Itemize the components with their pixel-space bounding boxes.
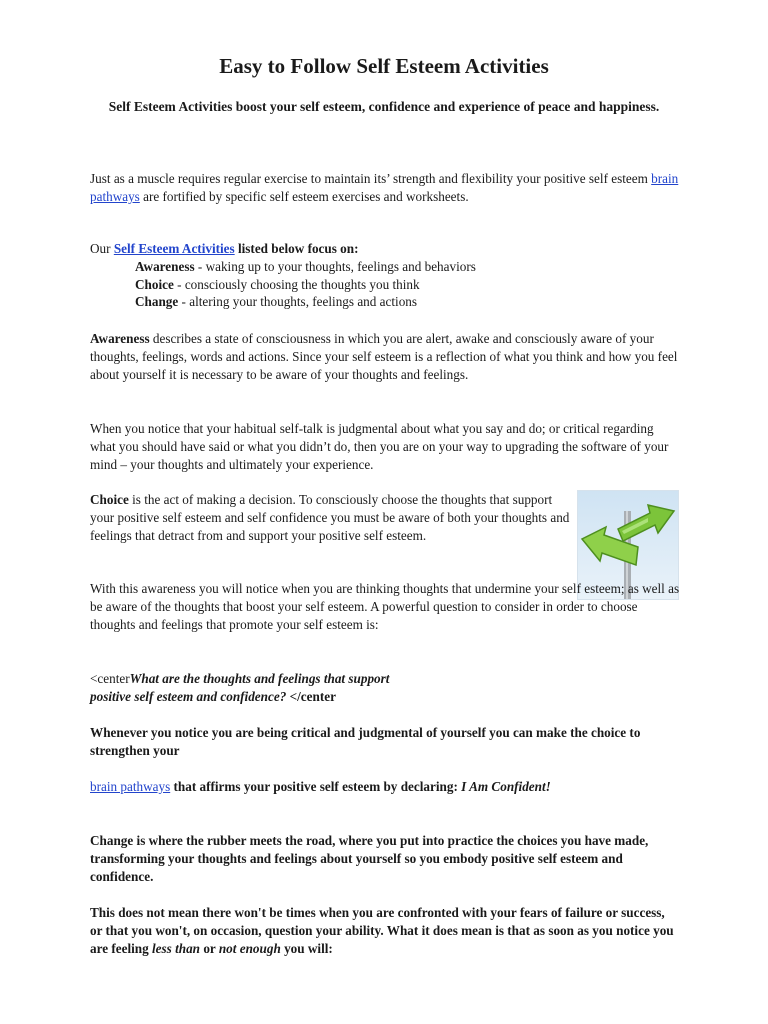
awareness-term: Awareness xyxy=(90,331,150,346)
question-block xyxy=(90,670,680,706)
intro-paragraph xyxy=(90,170,680,206)
focus-item-desc: - altering your thoughts, feelings and actions xyxy=(178,294,418,310)
focus-item-term: Awareness xyxy=(135,258,195,274)
center-tag-close: </center xyxy=(289,688,336,704)
focus-item-choice xyxy=(90,276,680,294)
affirm-declaration: I Am Confident! xyxy=(461,779,551,794)
with-awareness-paragraph: With this awareness you will notice when you are thinking thoughts that undermine your self esteem; as well as be aware of the thoughts that boost your self esteem. A powerful question to consider in order to choose thoughts and feelings that promote your self esteem is: xyxy=(90,581,680,632)
center-tag-open: <center xyxy=(90,671,130,686)
question-line-1: What are the thoughts and feelings that support xyxy=(129,671,390,686)
not-enough-text: not enough xyxy=(218,940,281,956)
intro-text-after: are fortified by specific self esteem exercises and worksheets. xyxy=(139,188,469,204)
affirm-text: that affirms your positive self esteem by declaring: xyxy=(170,779,462,794)
selftalk-paragraph: When you notice that your habitual self-talk is judgmental about what you say and do; or critical regarding what you should have said or what you didn’t do, then you are on your way to upgrading the software of your mind – your thoughts and ultimately your experience. xyxy=(90,421,669,472)
focus-our: Our xyxy=(90,241,114,256)
not-mean-text: This does not mean there won't be times when you are confronted with your fears of failure or success, or that you won't, on occasion, question your ability. What it does mean is that as soon as you notice you are feeling xyxy=(90,905,674,956)
intro-text-before: Just as a muscle requires regular exercise to maintain its’ strength and flexibility your positive self esteem xyxy=(90,171,652,186)
affirm-paragraph xyxy=(90,778,680,796)
not-mean-paragraph xyxy=(90,904,680,957)
whenever-paragraph: Whenever you notice you are being critical and judgmental of yourself you can make the choice to strengthen your xyxy=(90,725,641,758)
focus-item-term: Choice xyxy=(135,276,174,292)
page-title: Easy to Follow Self Esteem Activities xyxy=(219,54,549,78)
focus-item-term: Change xyxy=(135,294,179,310)
you-will-text: you will: xyxy=(280,940,333,956)
self-esteem-activities-link[interactable]: Self Esteem Activities xyxy=(113,241,235,256)
awareness-text: describes a state of consciousness in which you are alert, awake and consciously aware of your thoughts, feelings, words and actions. Since your self esteem is a reflection of what you think and how you feel about yourself it is necessary to be aware of your thoughts and feelings. xyxy=(90,331,678,382)
subtitle: Self Esteem Activities boost your self esteem, confidence and experience of peace and happiness. xyxy=(108,99,660,114)
focus-item-awareness xyxy=(90,258,680,276)
awareness-paragraph xyxy=(90,330,680,383)
choice-term: Choice xyxy=(90,492,129,507)
brain-pathways-link[interactable]: brain pathways xyxy=(90,171,679,204)
question-line-2: positive self esteem and confidence? xyxy=(90,688,290,704)
focus-item-desc: - waking up to your thoughts, feelings and behaviors xyxy=(194,258,476,274)
change-paragraph: Change is where the rubber meets the road, where you put into practice the choices you have made, transforming your thoughts and feelings about yourself so you embody positive self esteem and confidence. xyxy=(90,833,649,884)
focus-item-desc: - consciously choosing the thoughts you think xyxy=(173,276,420,292)
focus-list xyxy=(90,240,680,311)
choice-paragraph xyxy=(90,491,576,544)
brain-pathways-link-2[interactable]: brain pathways xyxy=(90,779,171,794)
or-text: or xyxy=(200,940,219,956)
focus-item-change xyxy=(90,293,680,311)
focus-rest: listed below focus on: xyxy=(234,241,359,256)
choice-text: is the act of making a decision. To consciously choose the thoughts that support your positive self esteem and self confidence you must be aware of both your thoughts and feelings that detract from and support your positive self esteem. xyxy=(90,492,570,543)
less-than-text: less than xyxy=(152,940,201,956)
